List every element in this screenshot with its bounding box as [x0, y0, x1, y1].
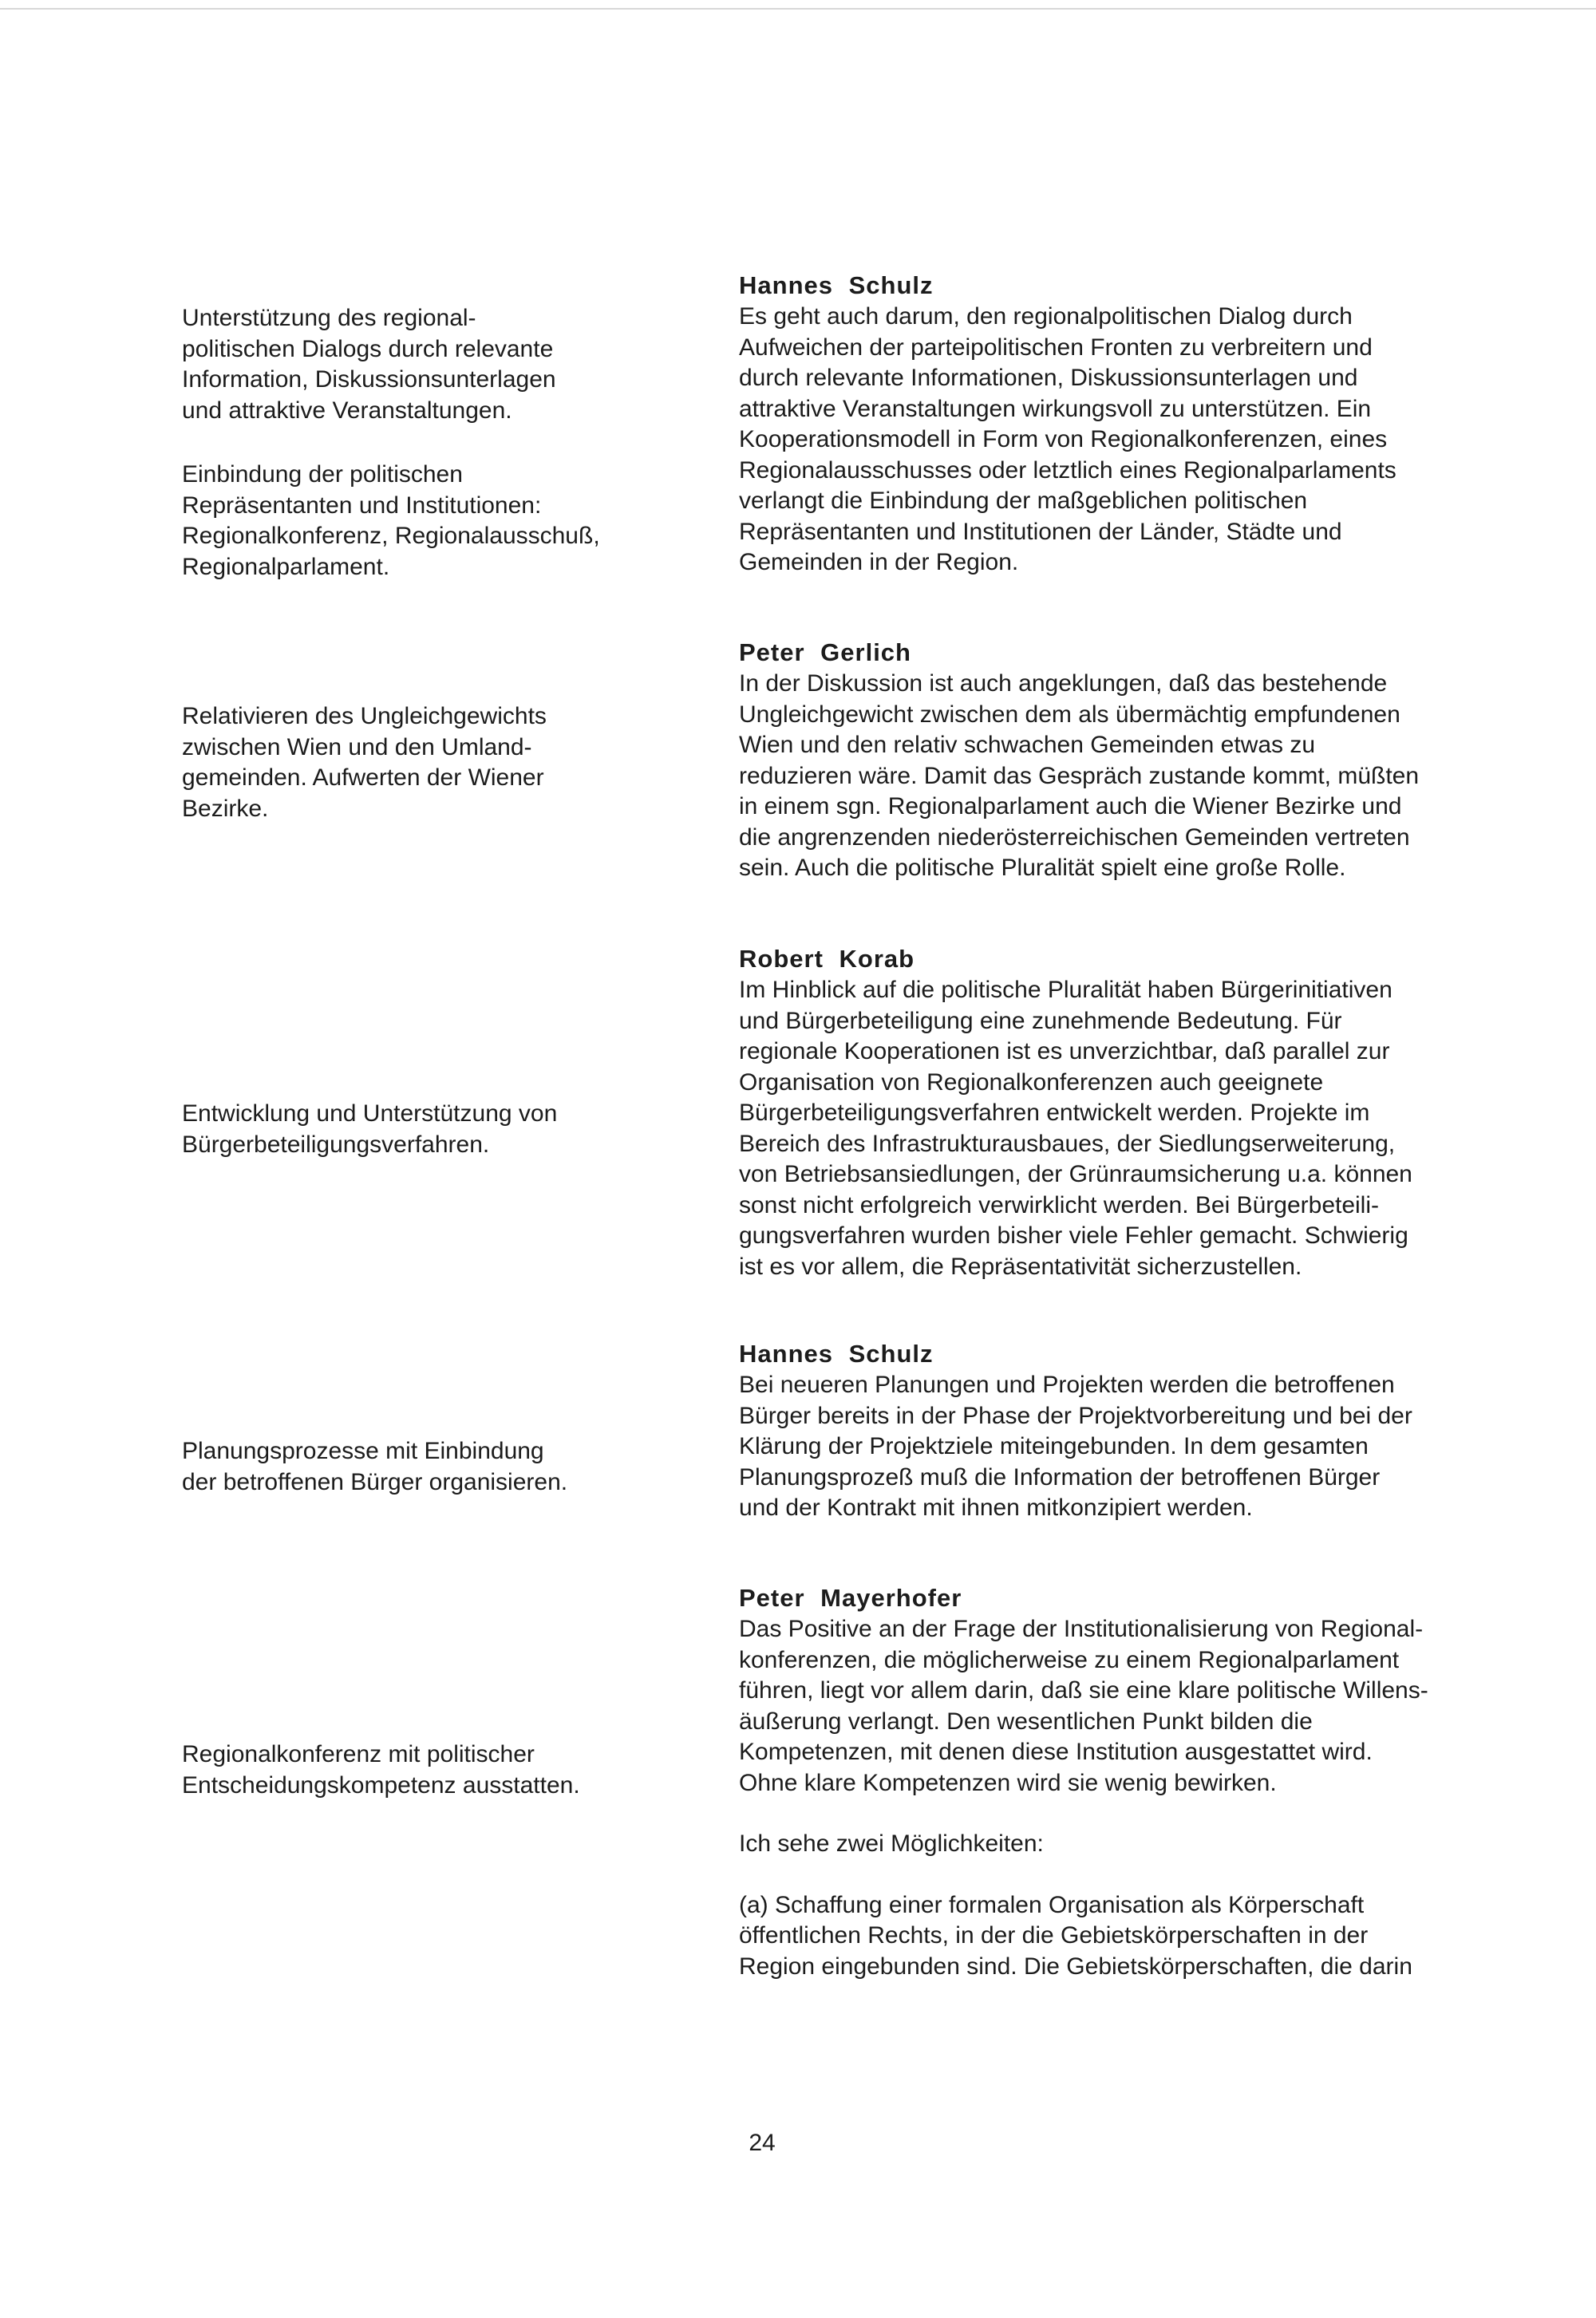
contribution-block — [739, 1582, 1561, 1982]
contribution-text: Bei neueren Planungen und Projekten werden die betroffenen Bürger bereits in der Phase der Projektvorbereitung und bei der Klärung der Projektziele miteingebunden. In dem gesamten Planungsprozeß muß die Information der betroffenen Bürger und der Kontrakt mit ihnen mitkonzipiert werden. — [739, 1372, 1412, 1521]
contribution-block — [739, 270, 1561, 579]
speaker-name: Hannes Schulz — [739, 1340, 934, 1368]
speaker-name: Peter Mayerhofer — [739, 1584, 962, 1612]
contribution-paragraph: (a) Schaffung einer formalen Organisation als Körperschaft öffentlichen Rechts, in der die Gebietskörperschaften in der Region eingebunden sind. Die Gebietskörperschaften, die darin — [739, 1891, 1412, 1980]
contribution-text: Das Positive an der Frage der Institutionalisierung von Regional- konferenzen, die möglicherweise zu einem Regionalparlament führen, liegt vor allem darin, daß sie eine klare politische Willens- äußerung verlangt. Den wesentlichen Punkt bilden die Kompetenzen, mit denen diese Institution ausgestattet wird. Ohne klare Kompetenzen wird sie wenig bewirken. — [739, 1616, 1428, 1796]
margin-note-dialog: Unterstützung des regional- politischen Dialogs durch relevante Information, Diskussionsunterlagen und attraktive Veranstaltungen. — [182, 305, 556, 424]
contribution-block — [739, 943, 1561, 1282]
margin-note-participation: Entwicklung und Unterstützung von Bürgerbeteiligungsverfahren. — [182, 1100, 558, 1158]
speaker-name: Robert Korab — [739, 945, 915, 973]
contribution-paragraph: Ich sehe zwei Möglichkeiten: — [739, 1830, 1044, 1857]
contribution-block — [739, 637, 1561, 884]
contribution-text: Im Hinblick auf die politische Pluralität haben Bürgerinitiativen und Bürgerbeteiligung eine zunehmende Bedeutung. Für regionale Kooperationen ist es unverzichtbar, daß parallel zur Organisation von Regionalkonferenzen auch geeignete Bürgerbeteiligungsverfahren entwickelt werden. Projekte im Bereich des Infrastrukturausbaues, der Siedlungserweiterung, von Betriebsansiedlungen, der Grünraumsicherung u.a. können sonst nicht erfolgreich verwirklicht werden. Bei Bürgerbeteili- gungsverfahren wurden bisher viele Fehler gemacht. Schwierig ist es vor allem, die Repräsentativität sicherzustellen. — [739, 977, 1412, 1280]
contribution-block — [739, 1338, 1561, 1524]
top-border-line — [0, 8, 1596, 10]
speaker-name: Peter Gerlich — [739, 638, 911, 666]
margin-note-planning: Planungsprozesse mit Einbindung der betroffenen Bürger organisieren. — [182, 1438, 568, 1495]
margin-note-competence: Regionalkonferenz mit politischer Entscheidungskompetenz ausstatten. — [182, 1741, 580, 1799]
margin-note-imbalance: Relativieren des Ungleichgewichts zwischen Wien und den Umland- gemeinden. Aufwerten der Wiener Bezirke. — [182, 703, 547, 822]
contribution-text: Es geht auch darum, den regionalpolitischen Dialog durch Aufweichen der parteipolitischen Fronten zu verbreitern und durch relevante Informationen, Diskussionsunterlagen und attraktive Veranstaltungen wirkungsvoll zu unterstützen. Ein Kooperationsmodell in Form von Regionalkonferenzen, eines Regionalausschusses oder letztlich eines Regionalparlaments verlangt die Einbindung der maßgeblichen politischen Repräsentanten und Institutionen der Länder, Städte und Gemeinden in der Region. — [739, 303, 1396, 575]
page-number: 24 — [749, 2130, 776, 2156]
contribution-text: In der Diskussion ist auch angeklungen, daß das bestehende Ungleichgewicht zwischen dem als übermächtig empfundenen Wien und den relativ schwachen Gemeinden etwas zu reduzieren wäre. Damit das Gespräch zustande kommt, müßten in einem sgn. Regionalparlament auch die Wiener Bezirke und die angrenzenden niederösterreichischen Gemeinden vertreten sein. Auch die politische Pluralität spielt eine große Rolle. — [739, 670, 1420, 881]
margin-note-integration: Einbindung der politischen Repräsentanten und Institutionen: Regionalkonferenz, Regionalausschuß, Regionalparlament. — [182, 461, 600, 580]
speaker-name: Hannes Schulz — [739, 271, 934, 299]
